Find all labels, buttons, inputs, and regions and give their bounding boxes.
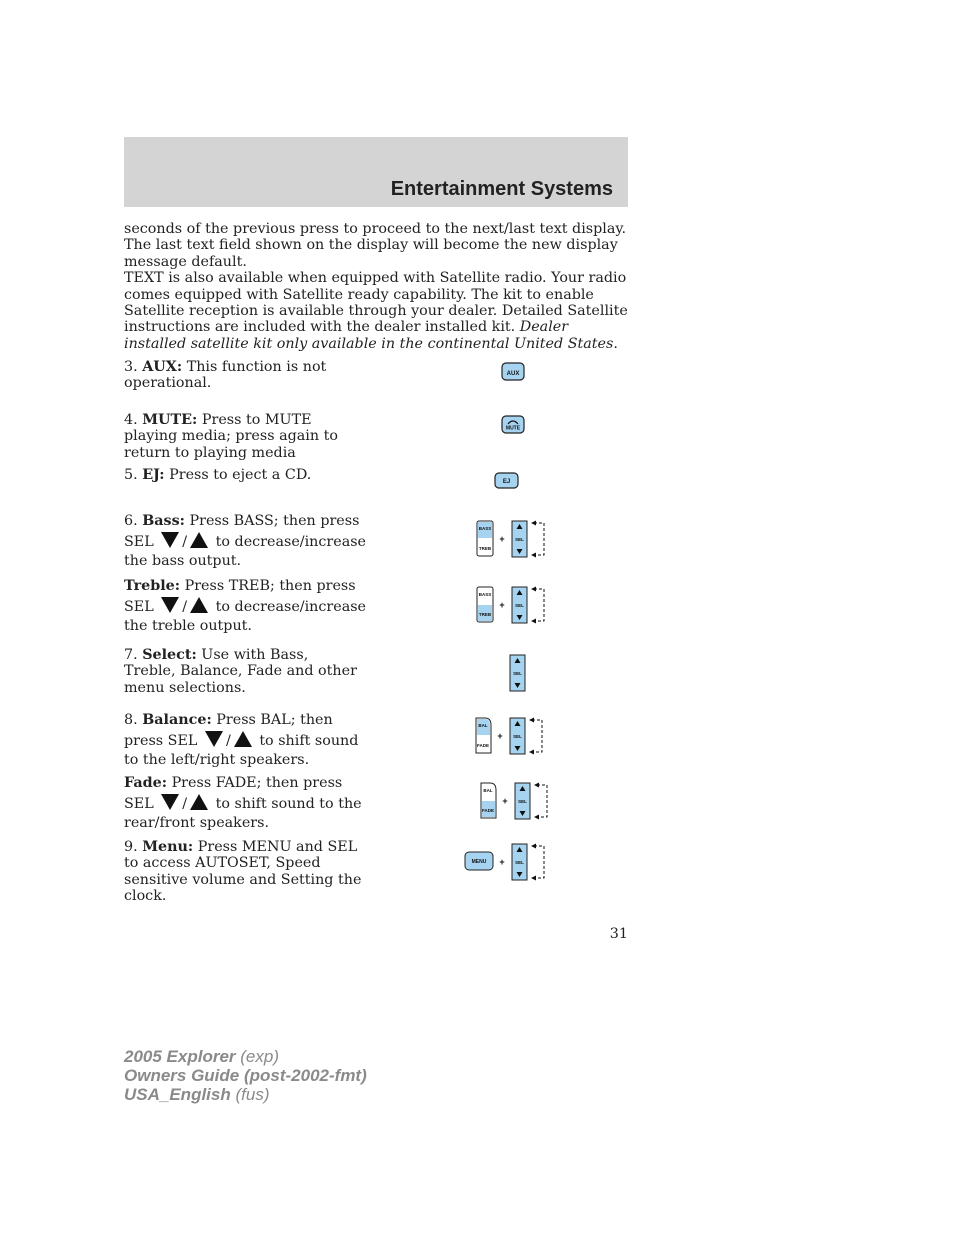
svg-text:SEL: SEL bbox=[513, 671, 522, 676]
svg-text:SEL: SEL bbox=[515, 860, 524, 865]
menu-sel-combo-icon bbox=[464, 842, 552, 884]
item-treble: Treble: Press TREB; then press SEL / to decrease/increase the treble output. bbox=[124, 578, 367, 634]
svg-text:BAL: BAL bbox=[483, 788, 493, 793]
document-footer bbox=[124, 1047, 367, 1104]
svg-text:+: + bbox=[499, 600, 505, 610]
down-arrow-icon bbox=[161, 794, 179, 810]
up-arrow-icon bbox=[190, 532, 208, 548]
svg-text:TREB: TREB bbox=[478, 546, 492, 551]
footer-line-2: Owners Guide (post-2002-fmt) bbox=[124, 1066, 367, 1085]
eject-button-icon bbox=[494, 472, 520, 490]
svg-text:FADE: FADE bbox=[481, 808, 495, 813]
intro-paragraph-1: seconds of the previous press to proceed to the next/last text display. The last text field shown on the display will become the new display message default. bbox=[124, 221, 627, 270]
item-mute: 4. MUTE: Press to MUTE playing media; press again to return to playing media bbox=[124, 412, 338, 461]
down-arrow-icon bbox=[161, 597, 179, 613]
footer-line-3: USA_English (fus) bbox=[124, 1085, 270, 1104]
svg-text:BASS: BASS bbox=[478, 592, 492, 597]
up-arrow-icon bbox=[190, 597, 208, 613]
item-fade: Fade: Press FADE; then press SEL / to shift sound to the rear/front speakers. bbox=[124, 775, 362, 831]
svg-text:SEL: SEL bbox=[518, 799, 527, 804]
section-header bbox=[124, 137, 628, 207]
svg-text:TREB: TREB bbox=[478, 612, 492, 617]
item-ej: 5. EJ: Press to eject a CD. bbox=[124, 467, 312, 483]
up-arrow-icon bbox=[190, 794, 208, 810]
item-menu: 9. Menu: Press MENU and SEL to access AUTOSET, Speed sensitive volume and Setting the clock. bbox=[124, 839, 362, 905]
svg-text:SEL: SEL bbox=[515, 537, 524, 542]
svg-text:MUTE: MUTE bbox=[505, 425, 521, 432]
section-title: Entertainment Systems bbox=[390, 178, 613, 200]
svg-text:+: + bbox=[502, 796, 508, 806]
svg-text:SEL: SEL bbox=[515, 603, 524, 608]
down-arrow-icon bbox=[205, 731, 223, 747]
svg-text:BASS: BASS bbox=[478, 526, 492, 531]
item-aux: 3. AUX: This function is not operational. bbox=[124, 359, 327, 392]
intro-text bbox=[124, 221, 630, 352]
svg-text:+: + bbox=[499, 857, 505, 867]
svg-text:+: + bbox=[497, 731, 503, 741]
up-arrow-icon bbox=[234, 731, 252, 747]
svg-text:FADE: FADE bbox=[476, 743, 490, 748]
balance-sel-combo-icon bbox=[475, 716, 551, 758]
item-select: 7. Select: Use with Bass, Treble, Balance, Fade and other menu selections. bbox=[124, 647, 357, 696]
svg-text:+: + bbox=[499, 534, 505, 544]
mute-button-icon bbox=[501, 415, 525, 435]
page-number: 31 bbox=[609, 926, 628, 942]
treble-sel-combo-icon bbox=[476, 585, 552, 627]
intro-paragraph-2: TEXT is also available when equipped with Satellite radio. Your radio comes equipped with Satellite ready capability. The kit to enable Satellite reception is available through your dealer. Detailed Satellite instructions are included with the dealer installed kit. Dealer installed satellite kit only available in the continental United States. bbox=[124, 270, 628, 352]
svg-text:AUX: AUX bbox=[506, 371, 520, 377]
svg-text:EJ: EJ bbox=[502, 479, 511, 485]
item-bass: 6. Bass: Press BASS; then press SEL / to decrease/increase the bass output. bbox=[124, 513, 367, 569]
down-arrow-icon bbox=[161, 532, 179, 548]
footer-line-1: 2005 Explorer (exp) bbox=[124, 1047, 279, 1066]
bass-sel-combo-icon bbox=[476, 519, 552, 561]
aux-button-icon bbox=[501, 362, 525, 382]
item-balance: 8. Balance: Press BAL; then press SEL / to shift sound to the left/right speakers. bbox=[124, 712, 359, 768]
sel-button-icon bbox=[509, 654, 527, 694]
svg-text:SEL: SEL bbox=[513, 734, 522, 739]
fade-sel-combo-icon bbox=[480, 781, 556, 823]
svg-text:MENU: MENU bbox=[471, 859, 487, 865]
svg-text:BAL: BAL bbox=[478, 723, 488, 728]
